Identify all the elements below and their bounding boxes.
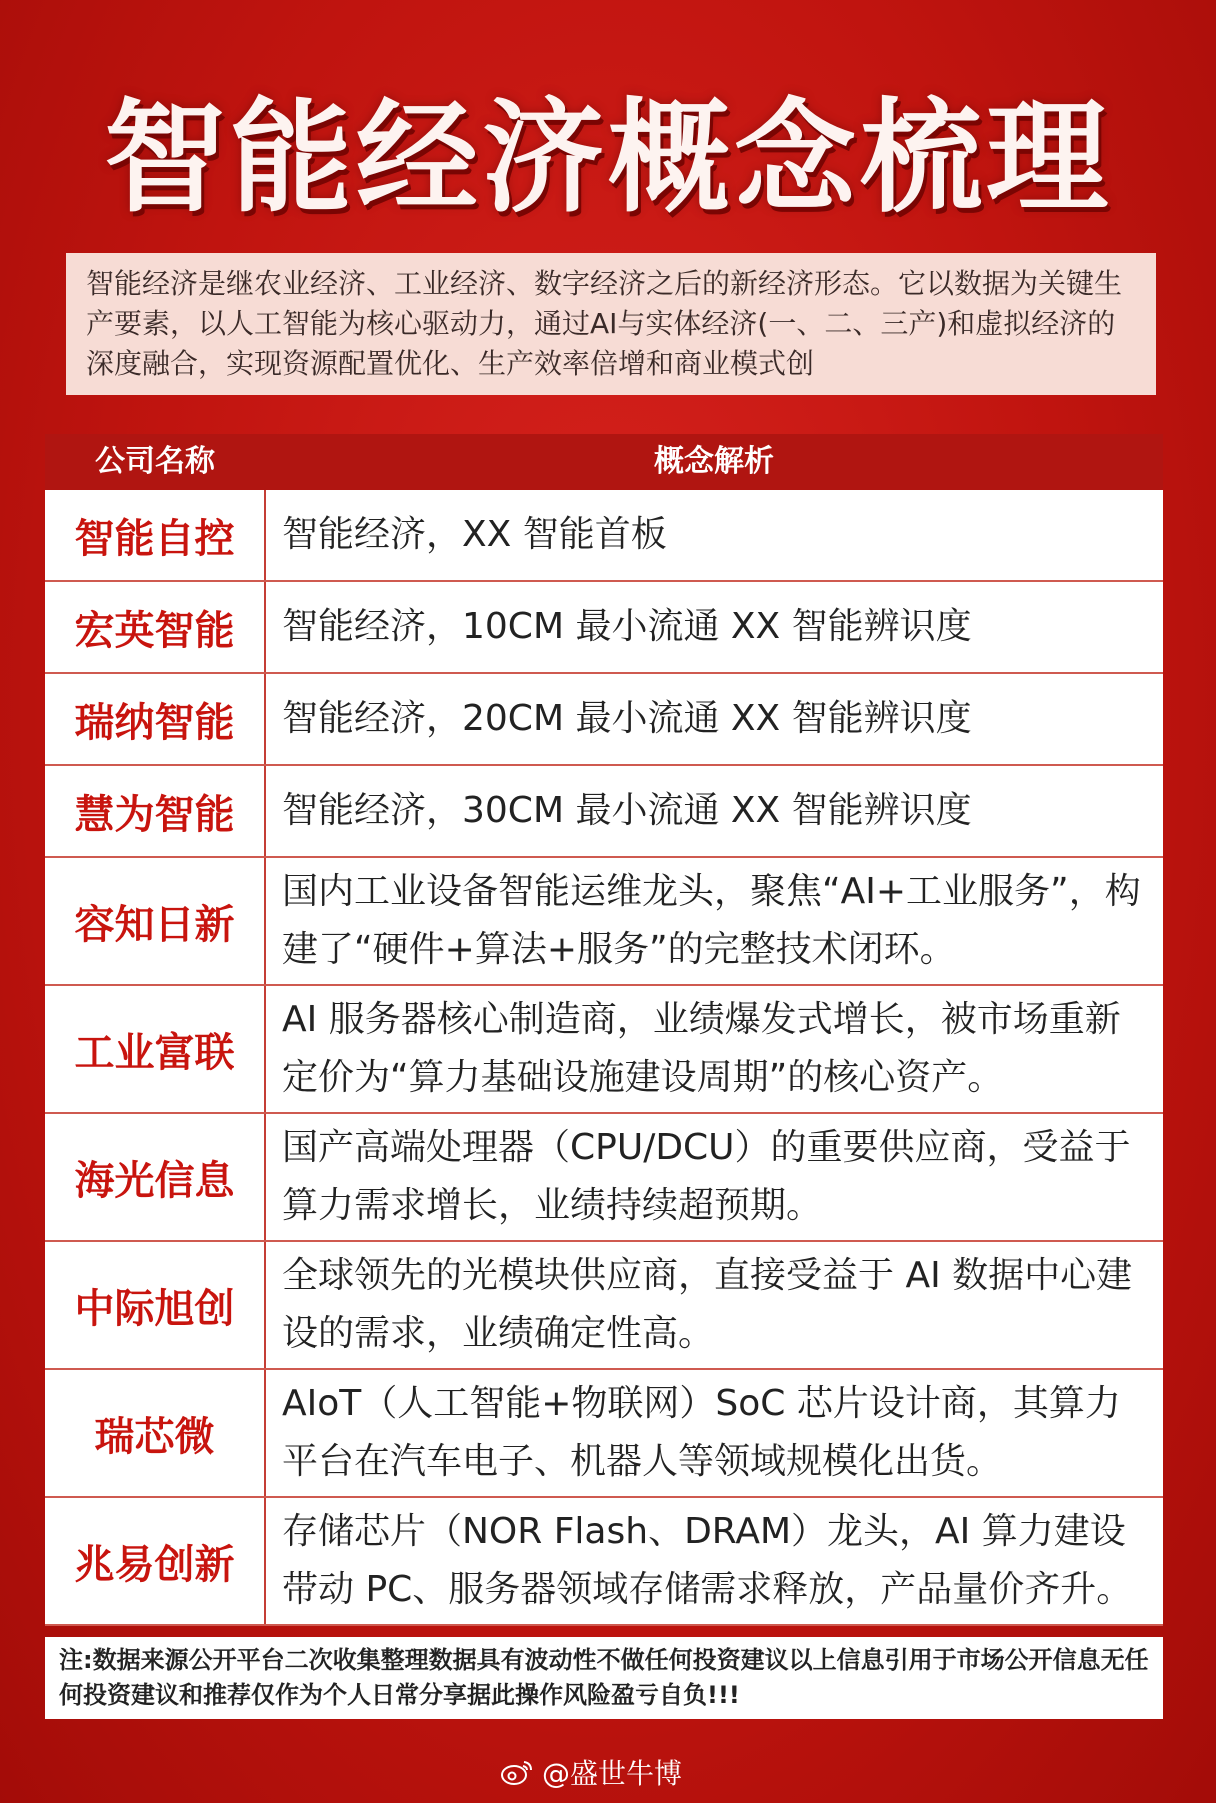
company-name: 瑞纳智能	[45, 674, 266, 764]
weibo-icon	[500, 1758, 534, 1786]
header-company: 公司名称	[95, 444, 215, 479]
concept-desc: 智能经济，XX 智能首板	[266, 490, 1163, 580]
concept-desc: 全球领先的光模块供应商，直接受益于 AI 数据中心建设的需求，业绩确定性高。	[266, 1242, 1163, 1368]
table-row	[45, 1498, 1163, 1626]
table-row	[45, 582, 1163, 674]
concept-desc: 智能经济，10CM 最小流通 XX 智能辨识度	[266, 582, 1163, 672]
intro-paragraph: 智能经济是继农业经济、工业经济、数字经济之后的新经济形态。它以数据为关键生产要素，以人工智能为核心驱动力，通过AI与实体经济(一、二、三产)和虚拟经济的深度融合，实现资源配置优化、生产效率倍增和商业模式创	[66, 253, 1156, 395]
table-row	[45, 490, 1163, 582]
company-name: 慧为智能	[45, 766, 266, 856]
company-name: 瑞芯微	[45, 1370, 266, 1496]
table-row	[45, 1370, 1163, 1498]
table-row	[45, 674, 1163, 766]
concept-desc: 智能经济，20CM 最小流通 XX 智能辨识度	[266, 674, 1163, 764]
disclaimer-note: 注:数据来源公开平台二次收集整理数据具有波动性不做任何投资建议以上信息引用于市场公开信息无任何投资建议和推荐仅作为个人日常分享据此操作风险盈亏自负!!!	[45, 1637, 1163, 1719]
concept-desc: 存储芯片（NOR Flash、DRAM）龙头，AI 算力建设带动 PC、服务器领域存储需求释放，产品量价齐升。	[266, 1498, 1163, 1624]
company-name: 智能自控	[45, 490, 266, 580]
page-title: 智能经济概念梳理	[104, 87, 1112, 229]
concept-desc: 国内工业设备智能运维龙头，聚焦“AI+工业服务”，构建了“硬件+算法+服务”的完整技术闭环。	[266, 858, 1163, 984]
company-name: 容知日新	[45, 858, 266, 984]
watermark	[500, 1752, 682, 1792]
table-row	[45, 986, 1163, 1114]
company-name: 海光信息	[45, 1114, 266, 1240]
concept-table	[45, 434, 1163, 1626]
table-header	[45, 434, 1163, 490]
company-name: 宏英智能	[45, 582, 266, 672]
concept-desc: 智能经济，30CM 最小流通 XX 智能辨识度	[266, 766, 1163, 856]
company-name: 中际旭创	[45, 1242, 266, 1368]
concept-desc: 国产高端处理器（CPU/DCU）的重要供应商，受益于算力需求增长，业绩持续超预期。	[266, 1114, 1163, 1240]
company-name: 兆易创新	[45, 1498, 266, 1624]
header-concept: 概念解析	[654, 444, 774, 479]
company-name: 工业富联	[45, 986, 266, 1112]
table-row	[45, 1114, 1163, 1242]
table-row	[45, 766, 1163, 858]
concept-desc: AIoT（人工智能+物联网）SoC 芯片设计商，其算力平台在汽车电子、机器人等领域规模化出货。	[266, 1370, 1163, 1496]
watermark-text: @盛世牛博	[542, 1757, 683, 1790]
table-row	[45, 1242, 1163, 1370]
table-row	[45, 858, 1163, 986]
concept-desc: AI 服务器核心制造商，业绩爆发式增长，被市场重新定价为“算力基础设施建设周期”的核心资产。	[266, 986, 1163, 1112]
